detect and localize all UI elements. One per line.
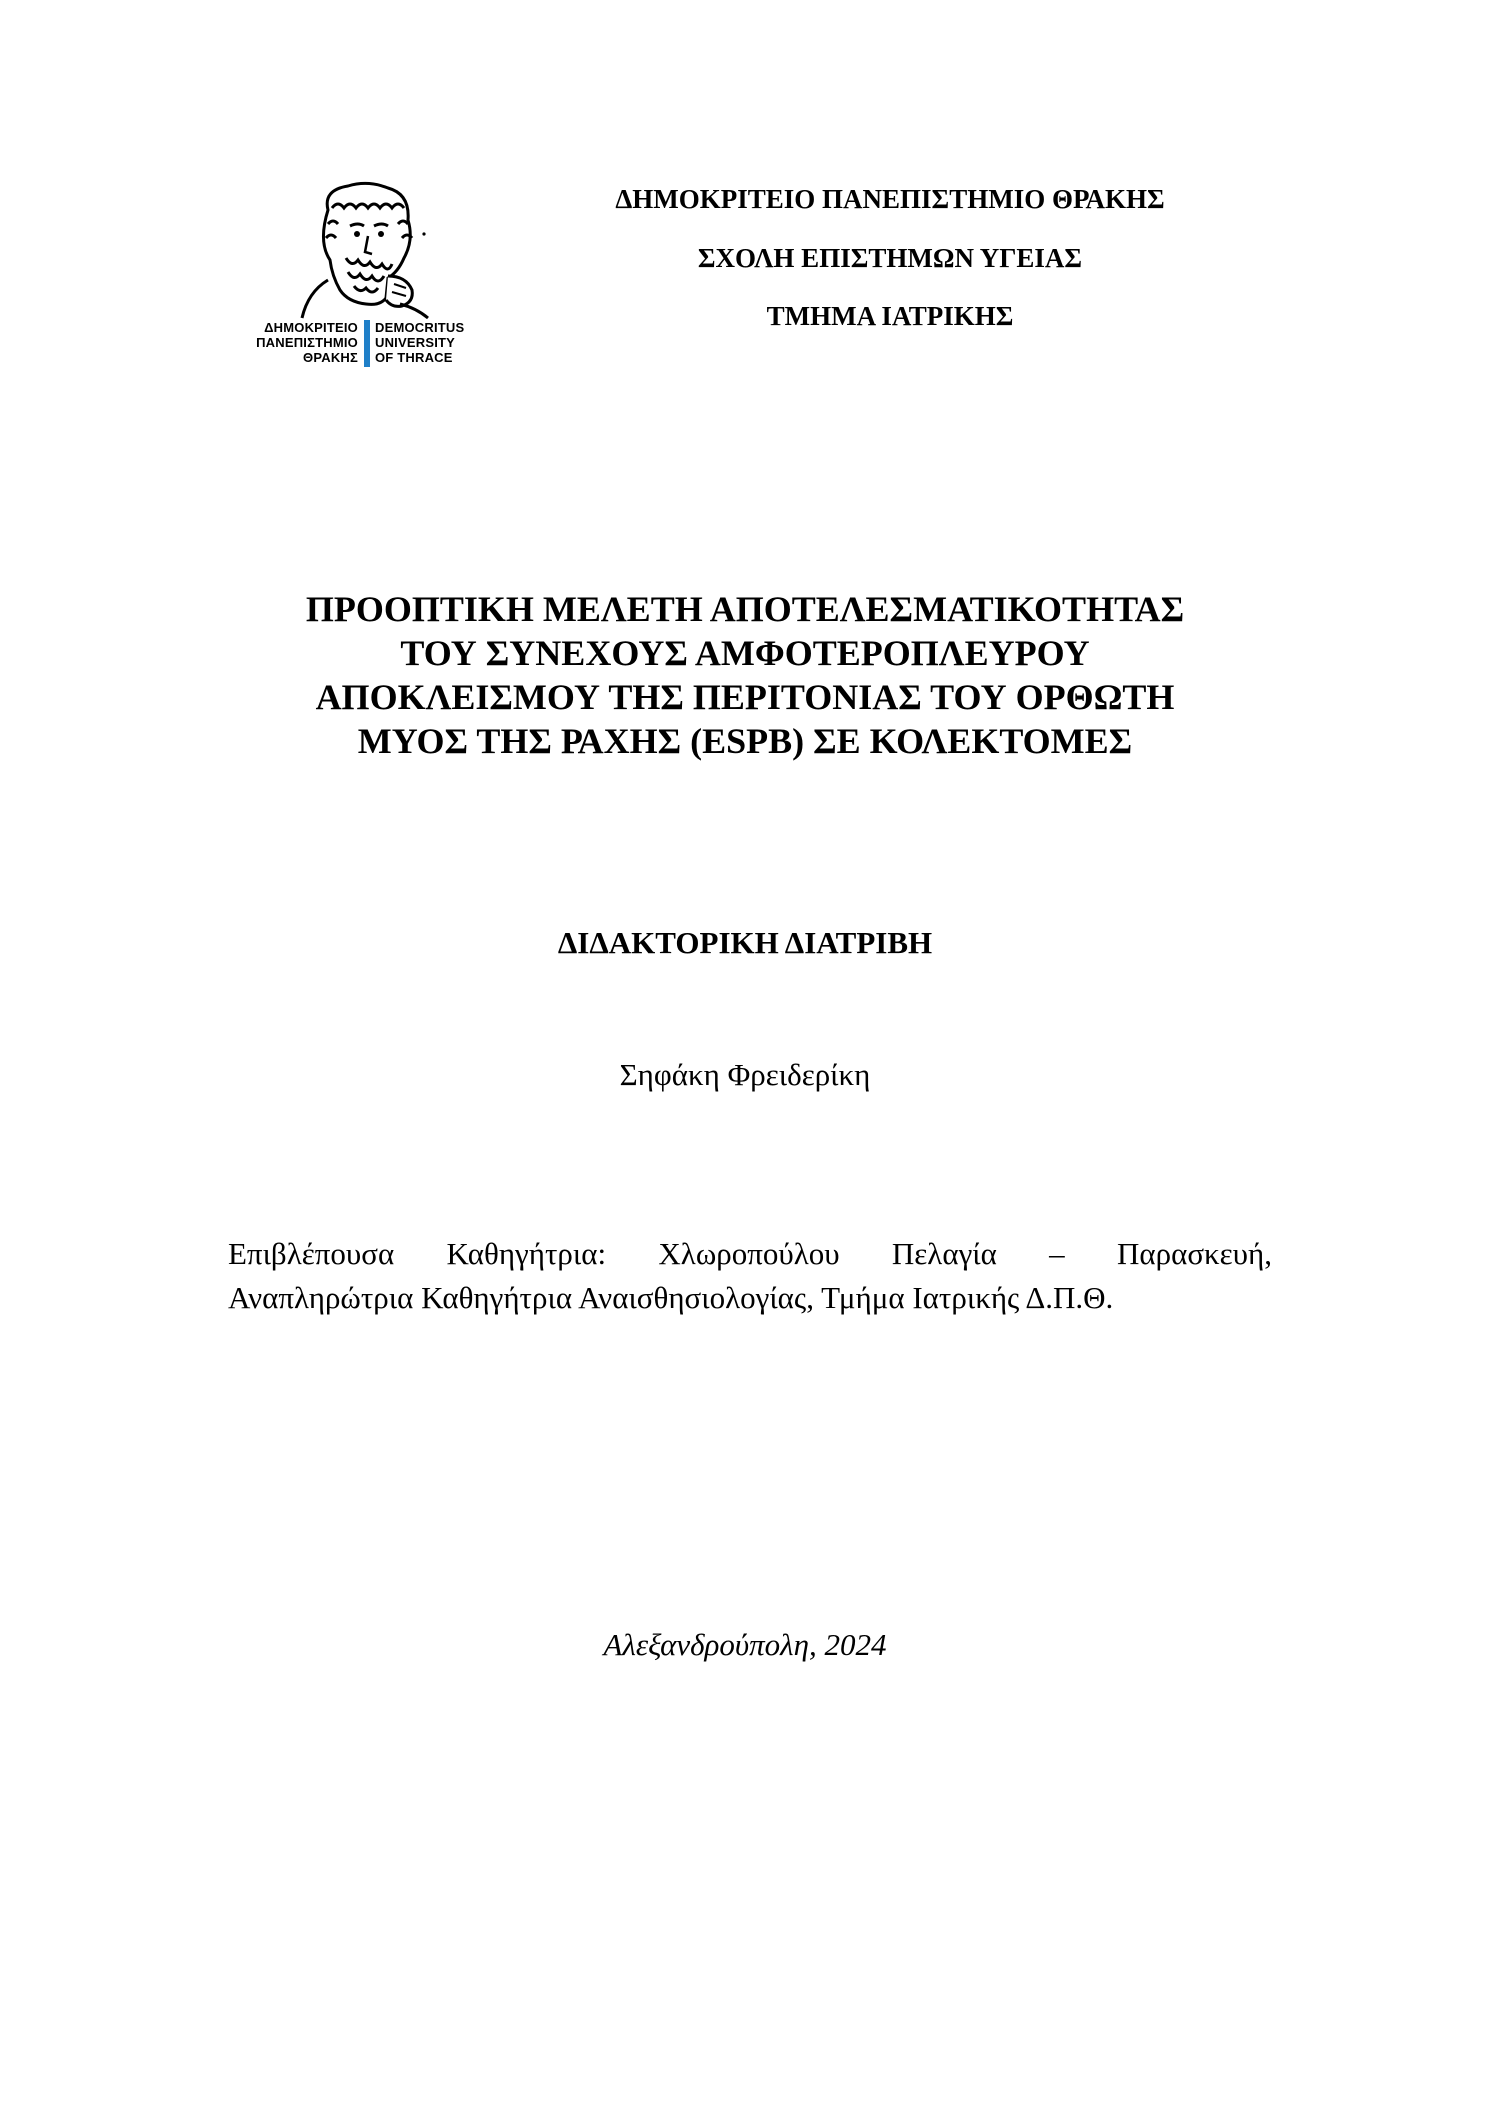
logo-wordmark (238, 320, 488, 370)
thesis-type: ΔΙΔΑΚΤΟΡΙΚΗ ΔΙΑΤΡΙΒΗ (557, 925, 933, 960)
title-line: ΑΠΟΚΛΕΙΣΜΟΥ ΤΗΣ ΠΕΡΙΤΟΝΙΑΣ ΤΟΥ ΟΡΘΩΤΗ (315, 677, 1175, 717)
supervisor-info (228, 1232, 1272, 1320)
logo-text-english: DEMOCRITUS UNIVERSITY OF THRACE (375, 320, 465, 365)
university-logo (238, 180, 488, 370)
thesis-title (120, 587, 1370, 763)
logo-divider-bar (364, 320, 370, 367)
democritus-bust-icon (288, 180, 438, 320)
title-line: ΜΥΟΣ ΤΗΣ ΡΑΧΗΣ (ESPB) ΣΕ ΚΟΛΕΚΤΟΜΕΣ (357, 721, 1133, 761)
supervisor-affiliation: Αναπληρώτρια Καθηγήτρια Αναισθησιολογίας, Τμήμα Ιατρικής Δ.Π.Θ. (228, 1280, 1114, 1315)
supervisor-line: Επιβλέπουσα Καθηγήτρια: Χλωροπούλου Πελαγία – Παρασκευή, (228, 1236, 1272, 1271)
logo-text-greek: ΔΗΜΟΚΡΙΤΕΙΟ ΠΑΝΕΠΙΣΤΗΜΙΟ ΘΡΑΚΗΣ (256, 320, 358, 365)
title-line: ΤΟΥ ΣΥΝΕΧΟΥΣ ΑΜΦΟΤΕΡΟΠΛΕΥΡΟΥ (400, 633, 1090, 673)
author-name: Σηφάκη Φρειδερίκη (619, 1057, 871, 1092)
department-name: ΤΜΗΜΑ ΙΑΤΡΙΚΗΣ (766, 301, 1014, 331)
school-name: ΣΧΟΛΗ ΕΠΙΣΤΗΜΩΝ ΥΓΕΙΑΣ (697, 243, 1083, 273)
university-name: ΔΗΜΟΚΡΙΤΕΙΟ ΠΑΝΕΠΙΣΤΗΜΙΟ ΘΡΑΚΗΣ (615, 184, 1165, 214)
place-and-date: Αλεξανδρούπολη, 2024 (603, 1627, 887, 1662)
title-line: ΠΡΟΟΠΤΙΚΗ ΜΕΛΕΤΗ ΑΠΟΤΕΛΕΣΜΑΤΙΚΟΤΗΤΑΣ (305, 589, 1185, 629)
